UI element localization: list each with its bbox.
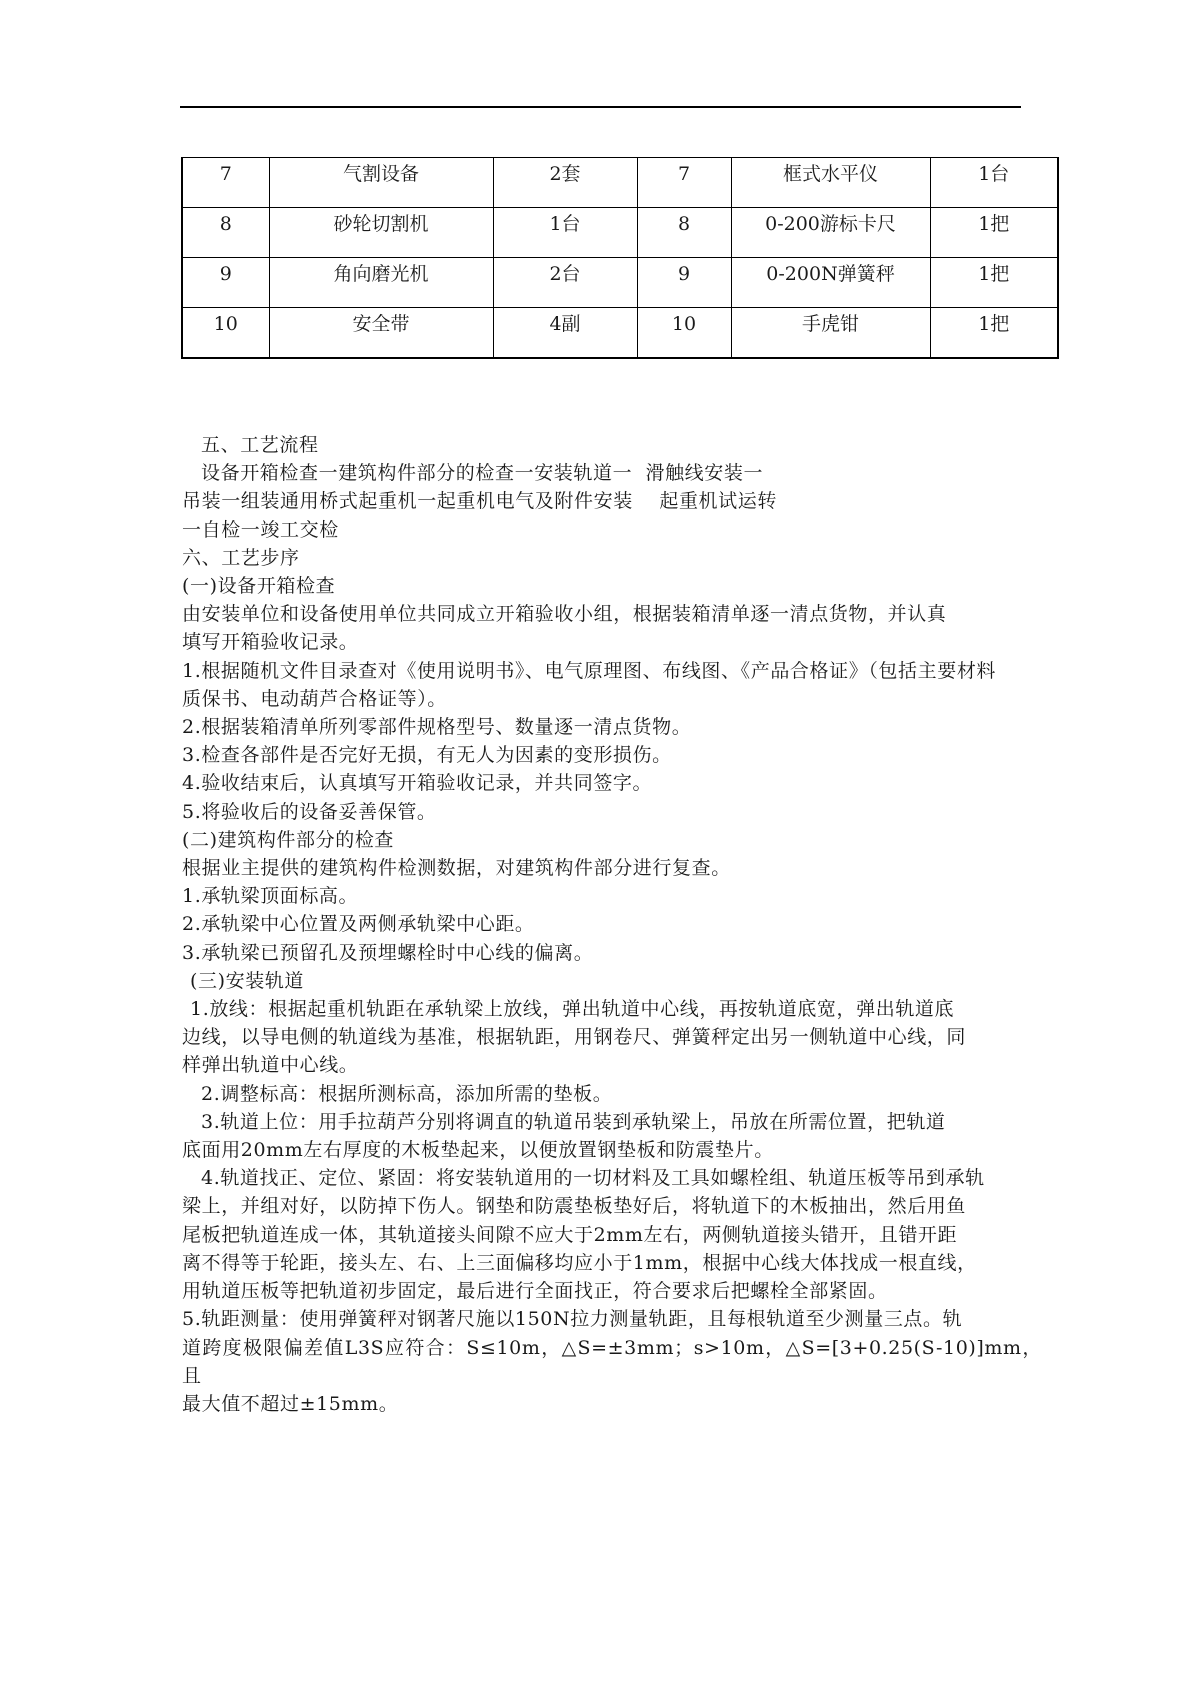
table-cell: 9 (637, 258, 731, 308)
table-cell: 9 (182, 258, 269, 308)
table-row (182, 308, 1058, 359)
paragraph-line: 2.调整标高：根据所测标高，添加所需的垫板。 (201, 1082, 613, 1105)
paragraph-line: 1.根据随机文件目录查对《使用说明书》、电气原理图、布线图、《产品合格证》（包括主要材料 (182, 659, 997, 682)
table-cell: 7 (637, 158, 731, 208)
paragraph-line: 边线，以导电侧的轨道线为基准，根据轨距，用钢卷尺、弹簧秤定出另一侧轨道中心线，同 (182, 1026, 967, 1049)
paragraph-line: 用轨道压板等把轨道初步固定，最后进行全面找正，符合要求后把螺栓全部紧固。 (182, 1280, 888, 1303)
paragraph-line: 道跨度极限偏差值L3S应符合：S≤10m，△S=±3mm；s>10m，△S=[3+0.25(S-10)]mm，且 (182, 1336, 1042, 1387)
paragraph-line: 尾板把轨道连成一体，其轨道接头间隙不应大于2mm左右，两侧轨道接头错开，且错开距 (182, 1223, 958, 1246)
table-cell: 4副 (493, 308, 637, 359)
table-cell: 10 (637, 308, 731, 359)
table-cell: 1台 (493, 208, 637, 258)
table-row (182, 258, 1058, 308)
table-cell: 2台 (493, 258, 637, 308)
subsection-heading: (二)建筑构件部分的检查 (182, 828, 395, 851)
table-row (182, 208, 1058, 258)
table-cell: 气割设备 (269, 158, 493, 208)
paragraph-line: 3.轨道上位：用手拉葫芦分别将调直的轨道吊装到承轨梁上，吊放在所需位置，把轨道 (201, 1110, 946, 1133)
paragraph-line: 吊装一组装通用桥式起重机一起重机电气及附件安装 起重机试运转 (182, 490, 777, 513)
table-cell: 8 (182, 208, 269, 258)
table-cell: 2套 (493, 158, 637, 208)
equipment-table (181, 157, 1059, 359)
paragraph-line: 最大值不超过±15mm。 (182, 1392, 399, 1415)
document-body (182, 431, 1042, 1418)
paragraph-line: 2.承轨梁中心位置及两侧承轨梁中心距。 (182, 913, 535, 936)
paragraph-line: 3.承轨梁已预留孔及预埋螺栓时中心线的偏离。 (182, 941, 594, 964)
paragraph-line: 底面用20mm左右厚度的木板垫起来，以便放置钢垫板和防震垫片。 (182, 1139, 774, 1162)
section-heading: 六、工艺步序 (182, 546, 300, 569)
paragraph-line: 5.将验收后的设备妥善保管。 (182, 800, 437, 823)
table-cell: 手虎钳 (731, 308, 930, 359)
paragraph-line: 根据业主提供的建筑构件检测数据，对建筑构件部分进行复查。 (182, 857, 731, 880)
paragraph-line: 样弹出轨道中心线。 (182, 1054, 359, 1077)
table-cell: 8 (637, 208, 731, 258)
paragraph-line: 一自检一竣工交检 (182, 518, 339, 541)
subsection-heading: (一)设备开箱检查 (182, 575, 336, 598)
subsection-heading: (三)安装轨道 (190, 969, 305, 992)
paragraph-line: 1.放线：根据起重机轨距在承轨梁上放线，弹出轨道中心线，再按轨道底宽，弹出轨道底 (190, 998, 955, 1021)
table-cell: 安全带 (269, 308, 493, 359)
section-heading: 五、工艺流程 (201, 434, 319, 456)
paragraph-line: 5.轨距测量：使用弹簧秤对钢著尺施以150N拉力测量轨距，且每根轨道至少测量三点。轨 (182, 1308, 963, 1331)
table-cell: 10 (182, 308, 269, 359)
table-cell: 1把 (930, 208, 1058, 258)
paragraph-line: 4.验收结束后，认真填写开箱验收记录，并共同签字。 (182, 772, 653, 795)
table-cell: 0-200游标卡尺 (731, 208, 930, 258)
paragraph-line: 梁上，并组对好，以防掉下伤人。钢垫和防震垫板垫好后，将轨道下的木板抽出，然后用鱼 (182, 1195, 967, 1218)
table-cell: 1把 (930, 258, 1058, 308)
paragraph-line: 质保书、电动葫芦合格证等）。 (182, 687, 447, 710)
table-cell: 0-200N弹簧秤 (731, 258, 930, 308)
table-cell: 7 (182, 158, 269, 208)
table-cell: 角向磨光机 (269, 258, 493, 308)
header-rule (180, 106, 1021, 108)
table-cell: 框式水平仪 (731, 158, 930, 208)
table-cell: 砂轮切割机 (269, 208, 493, 258)
paragraph-line: 1.承轨梁顶面标高。 (182, 885, 359, 908)
paragraph-line: 4.轨道找正、定位、紧固：将安装轨道用的一切材料及工具如螺栓组、轨道压板等吊到承轨 (201, 1167, 985, 1190)
paragraph-line: 由安装单位和设备使用单位共同成立开箱验收小组，根据装箱清单逐一清点货物，并认真 (182, 603, 947, 626)
paragraph-line: 填写开箱验收记录。 (182, 631, 359, 654)
paragraph-line: 设备开箱检查一建筑构件部分的检查一安装轨道一 滑触线安装一 (201, 462, 764, 485)
paragraph-line: 离不得等于轮距，接头左、右、上三面偏移均应小于1mm，根据中心线大体找成一根直线， (182, 1251, 977, 1274)
paragraph-line: 2.根据装箱清单所列零部件规格型号、数量逐一清点货物。 (182, 716, 692, 739)
table-cell: 1台 (930, 158, 1058, 208)
table-row (182, 158, 1058, 208)
paragraph-line: 3.检查各部件是否完好无损，有无人为因素的变形损伤。 (182, 744, 672, 767)
table-cell: 1把 (930, 308, 1058, 359)
